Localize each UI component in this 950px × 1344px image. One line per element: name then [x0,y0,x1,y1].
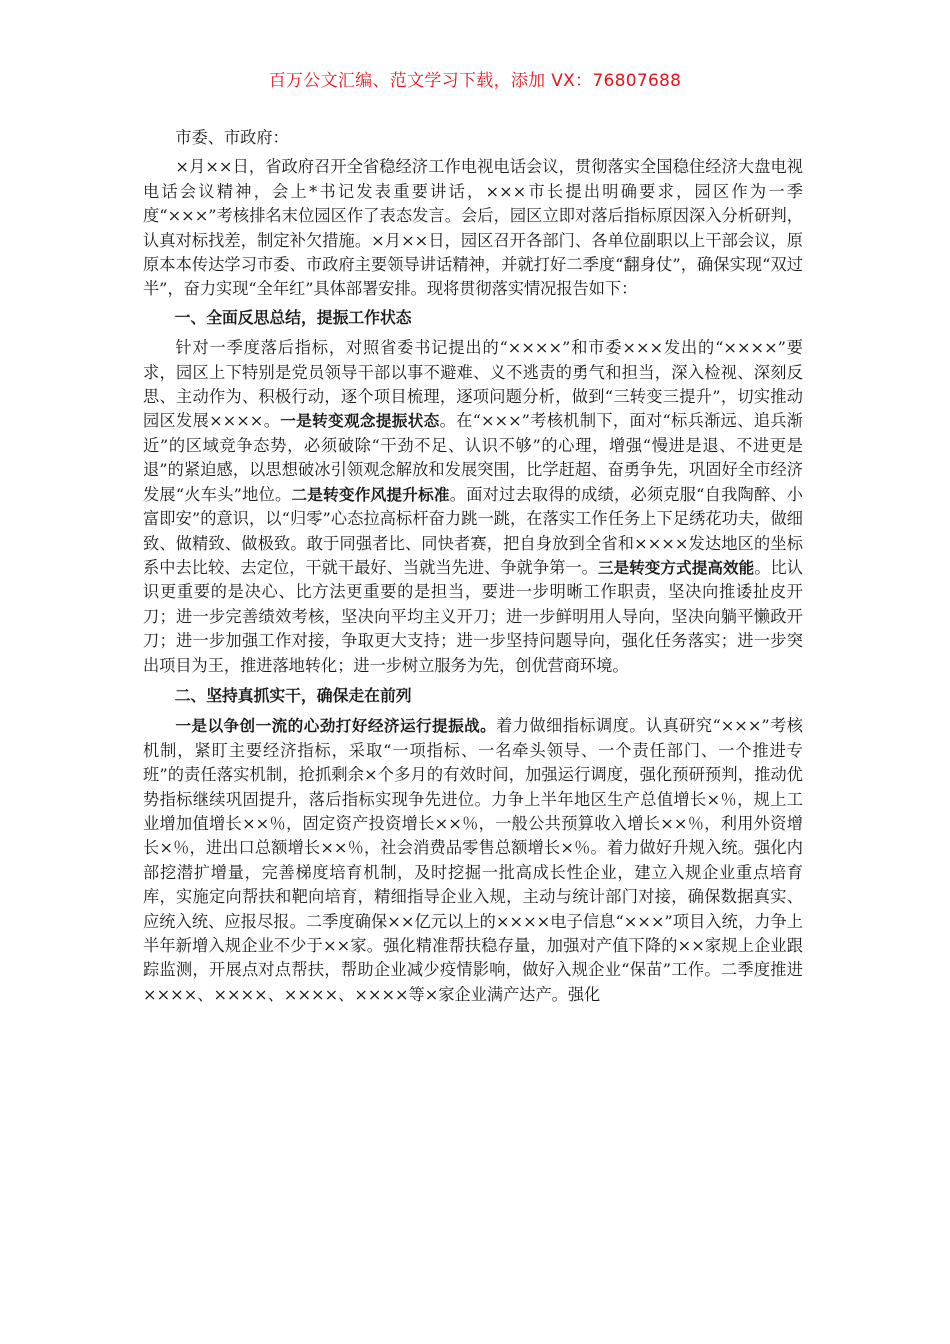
salutation: 市委、市政府： [175,128,289,147]
watermark-header: 百万公文汇编、范文学习下载，添加 VX：76807688 [268,71,682,91]
section-1-text-2: 。在“×××”考核机制下，面对“标兵渐远、追兵渐近”的区域竞争态势，必须破除“干劲不足、认识不够”的心理，增强“慢进是退、不进更是退”的紧迫感，以思想破冰引领观念解放和发展突围，比学赶超、奋勇争先，巩固好全市经济发展“火车头”地位。 [143,411,803,504]
section-1-text-4: 。比认识更重要的是决心、比方法更重要的是担当，要进一步明晰工作职责，坚决向推诿扯皮开刀；进一步完善绩效考核，坚决向平均主义开刀；进一步鲜明用人导向，坚决向躺平懒政开刀；进一步加强工作对接，争取更大支持；进一步坚持问题导向，强化任务落实；进一步突出项目为王，推进落地转化；进一步树立服务为先，创优营商环境。 [143,557,803,675]
section-1-bold-2: 二是转变作风提升标准 [291,485,450,504]
section-2-paragraph [143,714,803,1007]
section-1-text-1: 针对一季度落后指标，对照省委书记提出的“××××”和市委×××发出的“××××”要求，园区上下特别是党员领导干部以事不避难、义不逃责的勇气和担当，深入检视、深刻反思、主动作为、积极行动，逐个项目梳理，逐项问题分析，做到“三转变三提升”，切实推动园区发展××××。 [143,338,803,431]
section-1-bold-3: 三是转变方式提高效能 [597,558,755,577]
section-2-heading: 二、坚持真抓实干，确保走在前列 [174,685,412,705]
section-2-text-1: 着力做细指标调度。认真研究“×××”考核机制，紧盯主要经济指标，采取“一项指标、一名牵头领导、一个责任部门、一个推进专班”的责任落实机制，抢抓剩余×个多月的有效时间，加强运行调度，强化预研预判，推动优势指标继续巩固提升，落后指标实现争先进位。力争上半年地区生产总值增长×％，规上工业增加值增长××％，固定资产投资增长××％，一般公共预算收入增长××％，利用外资增长×％，进出口总额增长××％，社会消费品零售总额增长×％。着力做好升规入统。强化内部挖潜扩增量，完善梯度培育机制，及时挖掘一批高成长性企业，建立入规企业重点培育库，实施定向帮扶和靶向培育，精细指导企业入规，主动与统计部门对接，确保数据真实、应统入统、应报尽报。二季度确保××亿元以上的××××电子信息“×××”项目入统，力争上半年新增入规企业不少于××家。强化精准帮扶稳存量，加强对产值下降的××家规上企业跟踪监测，开展点对点帮扶，帮助企业减少疫情影响，做好入规企业“保苗”工作。二季度推进××××、××××、××××、××××等×家企业满产达产。强化 [143,716,803,1004]
section-1-text-3: 。面对过去取得的成绩，必须克服“自我陶醉、小富即安”的意识，以“归零”心态拉高标杆奋力跳一跳，在落实工作任务上下足绣花功夫，做细致、做精致、做极致。敢于同强者比、同快者赛，把自身放到全省和××××发达地区的坐标系中去比较、去定位，干就干最好、当就当先进、争就争第一。 [143,484,803,577]
section-1-paragraph [143,336,803,678]
intro-paragraph: ×月××日，省政府召开全省稳经济工作电视电话会议，贯彻落实全国稳住经济大盘电视电话会议精神，会上*书记发表重要讲话，×××市长提出明确要求，园区作为一季度“×××”考核排名末位园区作了表态发言。会后，园区立即对落后指标原因深入分析研判，认真对标找差，制定补欠措施。×月××日，园区召开各部门、各单位副职以上干部会议，原原本本传达学习市委、市政府主要领导讲话精神，并就打好二季度“翻身仗”，确保实现“双过半”，奋力实现“全年红”具体部署安排。现将贯彻落实情况报告如下： [143,157,803,299]
section-2-bold-1: 一是以争创一流的心劲打好经济运行提振战。 [175,717,497,736]
section-1-bold-1: 一是转变观念提振状态 [280,412,440,431]
section-1-heading: 一、全面反思总结，提振工作状态 [174,307,412,327]
document-body [143,126,803,1013]
